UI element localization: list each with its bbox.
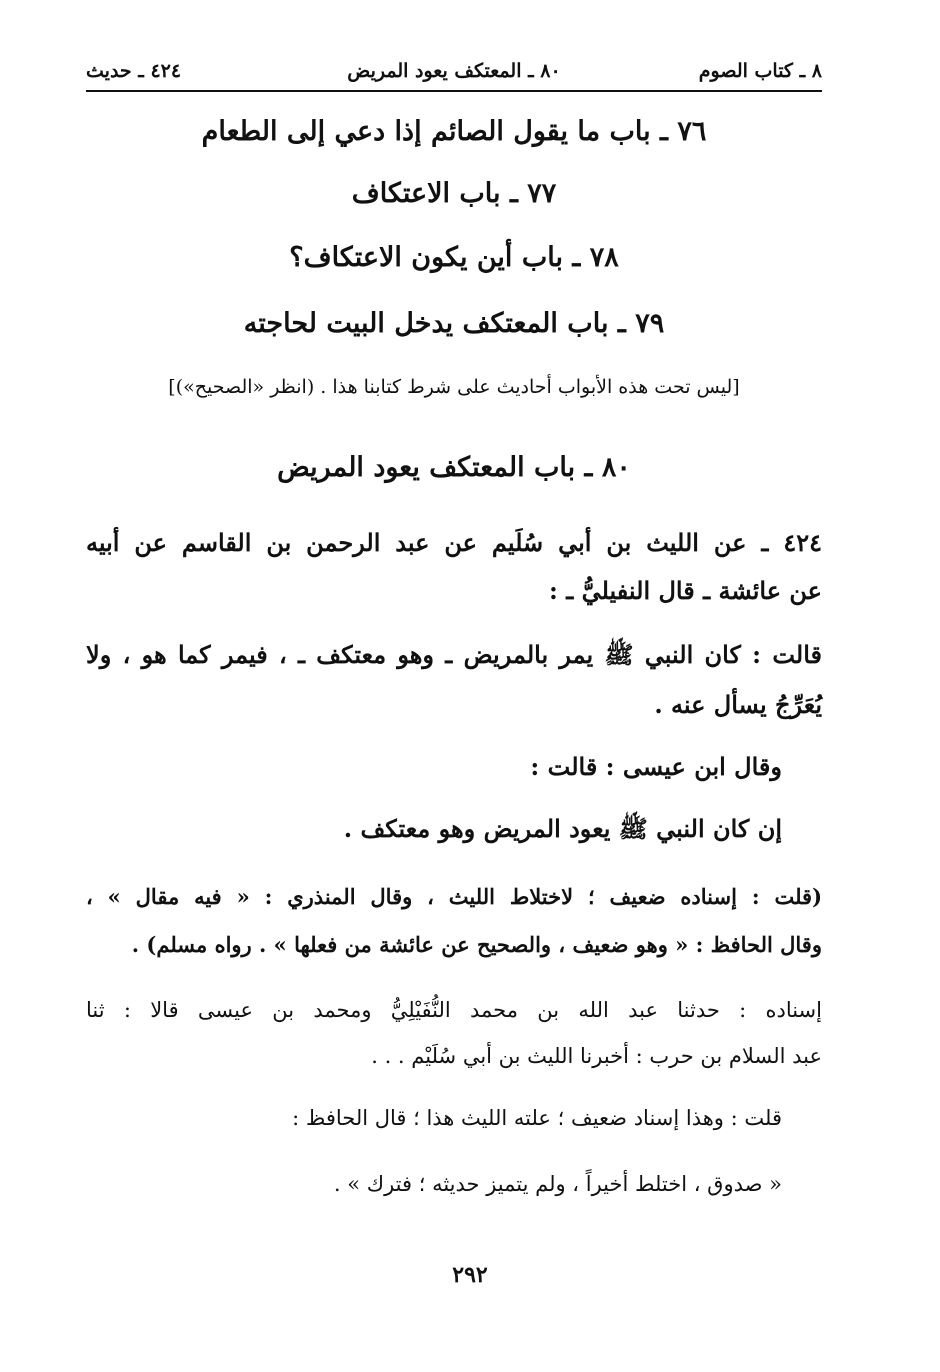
chapter-80-heading: ٨٠ ـ باب المعتكف يعود المريض	[277, 452, 631, 483]
hadith-text-line-6: إن كان النبي ﷺ يعود المريض وهو معتكف .	[343, 814, 782, 843]
chapter-79-heading: ٧٩ ـ باب المعتكف يدخل البيت لحاجته	[243, 308, 665, 339]
isnad-line-1: إسناده : حدثنا عبد الله بن محمد النُّفَيْلِيُّ ومحمد بن عيسى قالا : ثنا	[86, 998, 822, 1022]
isnad-line-2: عبد السلام بن حرب : أخبرنا الليث بن أبي سُلَيْم . . .	[371, 1044, 822, 1068]
header-hadith-number: ٤٢٤ ـ حديث	[86, 60, 182, 82]
isnad-line-4: « صدوق ، اختلط أخيراً ، ولم يتميز حديثه ؛ فترك » .	[333, 1172, 782, 1196]
chapter-78-heading: ٧٨ ـ باب أين يكون الاعتكاف؟	[289, 242, 619, 273]
running-header	[86, 58, 822, 92]
page-number: ٢٩٢	[452, 1262, 488, 1288]
header-chapter-title: ٨٠ ـ المعتكف يعود المريض	[347, 60, 561, 82]
hadith-text-line-1: ٤٢٤ ـ عن الليث بن أبي سُلَيم عن عبد الرحمن بن القاسم عن أبيه	[86, 528, 822, 557]
hadith-text-line-2: عن عائشة ـ قال النفيليُّ ـ :	[548, 576, 822, 605]
chapter-77-heading: ٧٧ ـ باب الاعتكاف	[351, 178, 557, 209]
hadith-text-line-3: قالت : كان النبي ﷺ يمر بالمريض ـ وهو معتكف ـ ، فيمر كما هو ، ولا	[86, 640, 822, 669]
grading-line-1: (قلت : إسناده ضعيف ؛ لاختلاط الليث ، وقال المنذري : « فيه مقال » ،	[86, 884, 822, 909]
grading-line-2: وقال الحافظ : « وهو ضعيف ، والصحيح عن عائشة من فعلها » . رواه مسلم) .	[131, 932, 822, 957]
hadith-text-line-5: وقال ابن عيسى : قالت :	[530, 752, 782, 781]
editor-note: [ليس تحت هذه الأبواب أحاديث على شرط كتابنا هذا . (انظر «الصحيح»)]	[168, 376, 740, 398]
chapter-76-heading: ٧٦ ـ باب ما يقول الصائم إذا دعي إلى الطعام	[201, 116, 707, 147]
isnad-line-3: قلت : وهذا إسناد ضعيف ؛ علته الليث هذا ؛ قال الحافظ :	[292, 1106, 782, 1130]
hadith-text-line-4: يُعَرِّجُ يسأل عنه .	[654, 690, 822, 719]
header-book-title: ٨ ـ كتاب الصوم	[698, 60, 822, 82]
